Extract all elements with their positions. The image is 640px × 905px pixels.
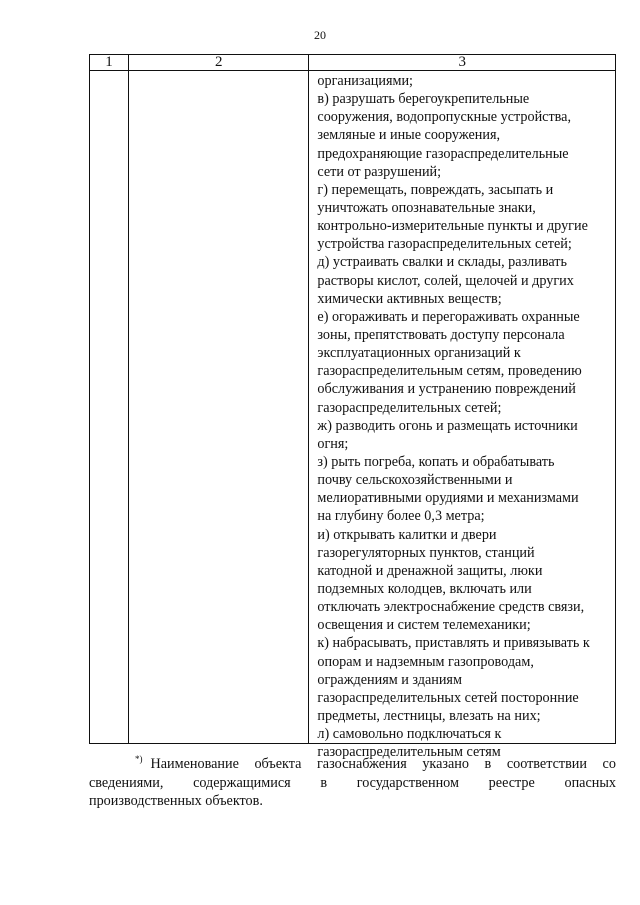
footnote-line-3: производственных объектов. bbox=[89, 793, 263, 809]
footnote-word: содержащимися bbox=[193, 774, 291, 791]
text-line: химически активных веществ; bbox=[317, 290, 502, 307]
text-line: устройства газораспределительных сетей; bbox=[317, 236, 572, 253]
text-line: опорам и надземным газопроводам, bbox=[317, 653, 534, 670]
text-line: растворы кислот, солей, щелочей и других bbox=[317, 272, 574, 289]
footnote-word: указано bbox=[422, 756, 469, 772]
text-line: сооружения, водопропускные устройства, bbox=[317, 109, 572, 126]
text-line: земляные и иные сооружения, bbox=[317, 127, 501, 144]
text-line: предметы, лестницы, влезать на них; bbox=[317, 707, 541, 724]
text-line: сети от разрушений; bbox=[317, 163, 442, 180]
footnote-word: сведениями, bbox=[89, 774, 164, 791]
text-line: к) набрасывать, приставлять и привязывать к bbox=[317, 635, 590, 652]
text-line: огня; bbox=[317, 435, 349, 452]
text-line: е) огораживать и перегораживать охранные bbox=[317, 308, 580, 325]
text-line: освещения и систем телемеханики; bbox=[317, 617, 531, 634]
footnote-word: соответствии bbox=[506, 756, 587, 772]
footnote-mark: *) bbox=[135, 754, 143, 765]
cell-col-3 bbox=[309, 71, 616, 761]
page-number: 20 bbox=[314, 28, 326, 42]
text-line: уничтожать опознавательные знаки, bbox=[317, 199, 536, 216]
text-line: подземных колодцев, включать или bbox=[317, 580, 532, 597]
text-line: на глубину более 0,3 метра; bbox=[317, 508, 485, 525]
text-line: газораспределительным сетям, проведению bbox=[317, 363, 582, 380]
text-line: л) самовольно подключаться к bbox=[317, 726, 502, 743]
text-line: мелиоративными орудиями и механизмами bbox=[317, 490, 579, 507]
text-line: зоны, препятствовать доступу персонала bbox=[317, 326, 565, 343]
text-line: газорегуляторных пунктов, станций bbox=[317, 544, 535, 561]
text-line: д) устраивать свалки и склады, разливать bbox=[317, 254, 567, 271]
footnote-word: со bbox=[602, 756, 616, 772]
footnote-word: газоснабжения bbox=[316, 756, 407, 772]
footnote-word: в bbox=[320, 774, 328, 791]
footnote bbox=[89, 755, 616, 811]
column-header-3: 3 bbox=[309, 55, 616, 71]
footnote-word: опасных bbox=[564, 774, 616, 791]
table-header-row bbox=[90, 55, 616, 71]
cell-col-2 bbox=[129, 71, 309, 744]
footnote-line-1 bbox=[89, 755, 616, 774]
table-row bbox=[90, 71, 616, 744]
column-header-2: 2 bbox=[129, 55, 309, 71]
text-line: почву сельскохозяйственными и bbox=[317, 472, 513, 489]
text-line: отключать электроснабжение средств связи, bbox=[317, 599, 585, 616]
text-line: и) открывать калитки и двери bbox=[317, 526, 497, 543]
text-line: обслуживания и устранению повреждений bbox=[317, 381, 576, 398]
footnote-word-text: Наименование bbox=[150, 756, 239, 772]
footnote-word: реестре bbox=[488, 774, 535, 791]
text-line: з) рыть погреба, копать и обрабатывать bbox=[317, 453, 555, 470]
requirements-table bbox=[89, 54, 616, 761]
text-line: газораспределительных сетей; bbox=[317, 399, 502, 416]
footnote-word: государственном bbox=[356, 774, 459, 791]
restrictions-text bbox=[309, 71, 615, 761]
footnote-line-2 bbox=[89, 774, 616, 793]
text-line: г) перемещать, повреждать, засыпать и bbox=[317, 181, 554, 198]
footnote-word: в bbox=[484, 756, 492, 772]
footnote-word bbox=[135, 755, 239, 774]
text-line: в) разрушать берегоукрепительные bbox=[317, 91, 530, 108]
text-line: ж) разводить огонь и размещать источники bbox=[317, 417, 578, 434]
text-line: предохраняющие газораспределительные bbox=[317, 145, 569, 162]
column-header-1: 1 bbox=[90, 55, 129, 71]
footnote-word: объекта bbox=[254, 756, 302, 772]
text-line: ограждениям и зданиям bbox=[317, 671, 462, 688]
cell-col-1 bbox=[90, 71, 129, 744]
text-line: газораспределительным сетям bbox=[317, 744, 501, 761]
text-line: контрольно-измерительные пункты и другие bbox=[317, 218, 588, 235]
text-line: катодной и дренажной защиты, люки bbox=[317, 562, 543, 579]
text-line: газораспределительных сетей посторонние bbox=[317, 689, 579, 706]
text-line: эксплуатационных организаций к bbox=[317, 345, 521, 362]
text-line: организациями; bbox=[317, 73, 414, 89]
